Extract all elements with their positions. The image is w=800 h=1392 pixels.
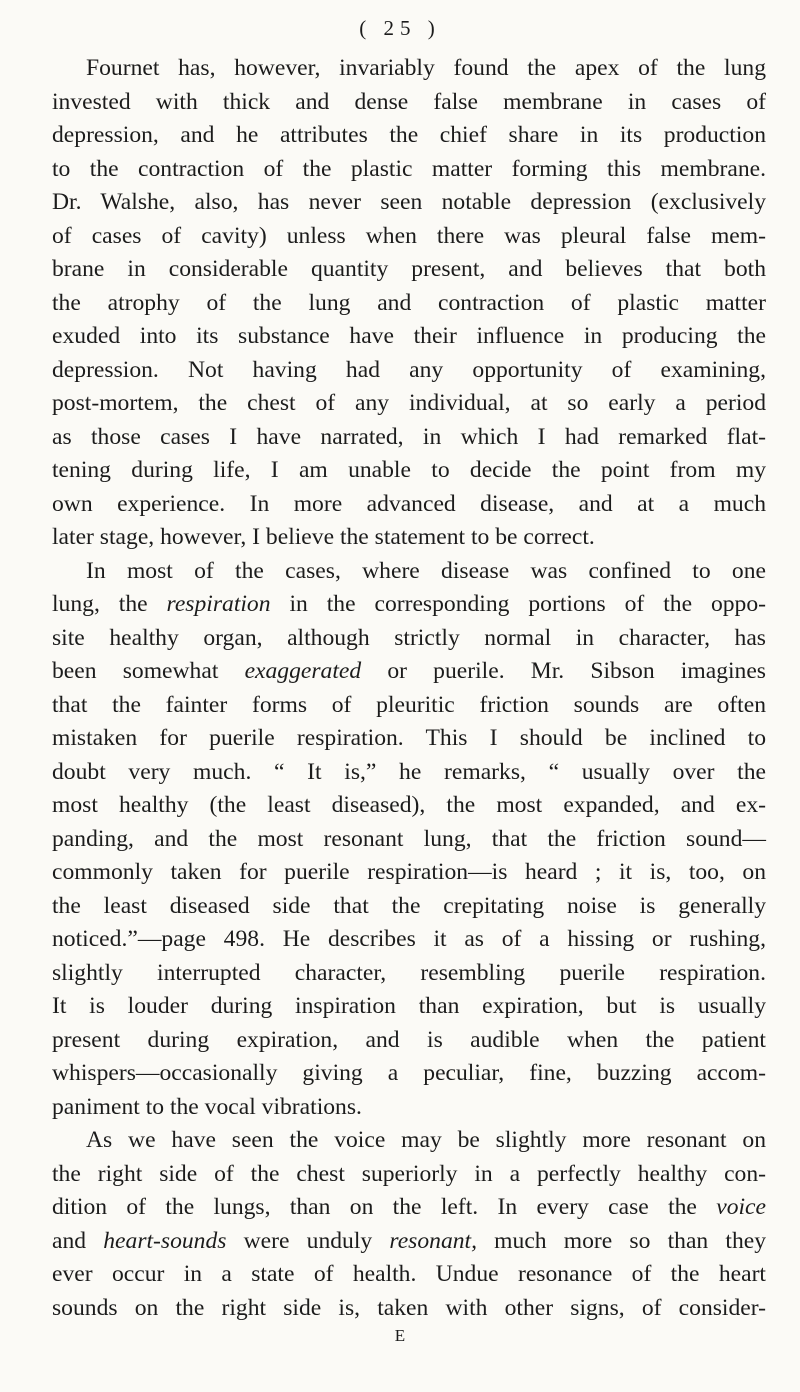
text-span: site healthy organ, although strictly normal in character, has [52, 624, 766, 651]
text-span: panding, and the most resonant lung, that the friction sound— [52, 825, 766, 852]
text-line [52, 488, 766, 522]
text-span: exuded into its substance have their influence in producing the [52, 323, 766, 349]
text-line [52, 1158, 766, 1192]
text-line [52, 856, 766, 890]
text-span: paniment to the vocal vibrations. [52, 1093, 362, 1120]
text-span: post-mortem, the chest of any individual, at so early a period [52, 390, 766, 416]
text-span: whispers—occasionally giving a peculiar, fine, buzzing accom- [52, 1060, 766, 1086]
text-line [52, 186, 766, 220]
italic-text: heart-sounds [103, 1227, 227, 1254]
page-number: ( 25 ) [359, 16, 441, 40]
text-line [52, 1258, 766, 1292]
text-span: noticed.”—page 498. He describes it as of a hissing or rushing, [52, 926, 766, 952]
text-span: the right side of the chest superiorly in a perfectly healthy con- [52, 1160, 766, 1187]
text-line [52, 1191, 766, 1225]
text-line [52, 153, 766, 187]
text-span: that the fainter forms of pleuritic friction sounds are often [52, 691, 766, 718]
text-line [52, 253, 766, 287]
body-text [52, 52, 766, 1325]
text-span: present during expiration, and is audible when the patient [52, 1026, 766, 1053]
text-line [52, 789, 766, 823]
italic-text: respiration [166, 591, 271, 617]
text-span: most healthy (the least diseased), the most expanded, and ex- [52, 792, 766, 818]
text-line [52, 119, 766, 153]
text-line [52, 890, 766, 924]
text-line [52, 421, 766, 455]
text-line [52, 957, 766, 991]
text-span: Dr. Walshe, also, has never seen notable depression (exclusively [52, 189, 766, 215]
text-span: commonly taken for puerile respiration—is heard ; it is, too, on [52, 859, 766, 885]
text-span: dition of the lungs, than on the left. In every case the [52, 1194, 717, 1220]
text-span: depression. Not having had any opportunity of examining, [52, 356, 766, 383]
text-line [52, 354, 766, 388]
text-span: ever occur in a state of health. Undue resonance of the heart [52, 1261, 766, 1287]
text-line [52, 1225, 766, 1259]
text-line [52, 823, 766, 857]
text-line [52, 756, 766, 790]
text-line [52, 622, 766, 656]
text-line [52, 320, 766, 354]
text-line [52, 923, 766, 957]
text-span: sounds on the right side is, taken with other signs, of consider- [52, 1294, 766, 1321]
text-line [52, 722, 766, 756]
text-span: It is louder during inspiration than expiration, but is usually [52, 993, 766, 1019]
text-span: doubt very much. “ It is,” he remarks, “ usually over the [52, 758, 766, 785]
text-span: Fournet has, however, invariably found the apex of the lung [86, 55, 766, 81]
text-span: much more so than they [477, 1227, 767, 1254]
text-line [52, 588, 766, 622]
text-line [52, 387, 766, 421]
italic-text: exaggerated [244, 658, 362, 684]
text-span: tening during life, I am unable to decide the point from my [52, 457, 766, 483]
text-line [52, 220, 766, 254]
text-line [52, 1024, 766, 1058]
text-line [52, 1057, 766, 1091]
text-line [52, 1091, 766, 1125]
text-line [52, 454, 766, 488]
text-span: invested with thick and dense false membrane in cases of [52, 88, 766, 115]
text-span: of cases of cavity) unless when there was pleural false mem- [52, 222, 766, 249]
text-line [52, 655, 766, 689]
text-line [52, 52, 766, 86]
text-line [52, 689, 766, 723]
text-span: own experience. In more advanced disease, and at a much [52, 490, 766, 517]
italic-text: resonant, [389, 1227, 477, 1254]
text-span: in the corresponding portions of the oppo- [270, 591, 767, 617]
text-span: as those cases I have narrated, in which I had remarked flat- [52, 423, 766, 450]
text-line [52, 1292, 766, 1326]
text-span: brane in considerable quantity present, and believes that both [52, 256, 766, 282]
text-span: to the contraction of the plastic matter forming this membrane. [52, 155, 766, 182]
text-line [52, 555, 766, 589]
text-span: the least diseased side that the crepitating noise is generally [52, 892, 766, 919]
text-span: slightly interrupted character, resembling puerile respiration. [52, 959, 766, 986]
text-span: or puerile. Mr. Sibson imagines [361, 658, 766, 684]
text-span: In most of the cases, where disease was confined to one [86, 557, 766, 584]
text-span: lung, the [52, 591, 167, 617]
text-span: been somewhat [52, 658, 245, 684]
text-line [52, 521, 766, 555]
text-span: mistaken for puerile respiration. This I should be inclined to [52, 725, 766, 751]
text-line [52, 287, 766, 321]
text-line [52, 1124, 766, 1158]
italic-text: voice [716, 1194, 766, 1220]
text-span: depression, and he attributes the chief share in its production [52, 122, 766, 148]
text-span: and [52, 1227, 104, 1254]
text-line [52, 990, 766, 1024]
signature-mark: E [394, 1326, 406, 1345]
text-line [52, 86, 766, 120]
text-span: As we have seen the voice may be slightly more resonant on [86, 1127, 766, 1153]
text-span: the atrophy of the lung and contraction of plastic matter [52, 289, 766, 316]
text-span: were unduly [226, 1227, 390, 1254]
text-span: later stage, however, I believe the statement to be correct. [52, 524, 595, 550]
